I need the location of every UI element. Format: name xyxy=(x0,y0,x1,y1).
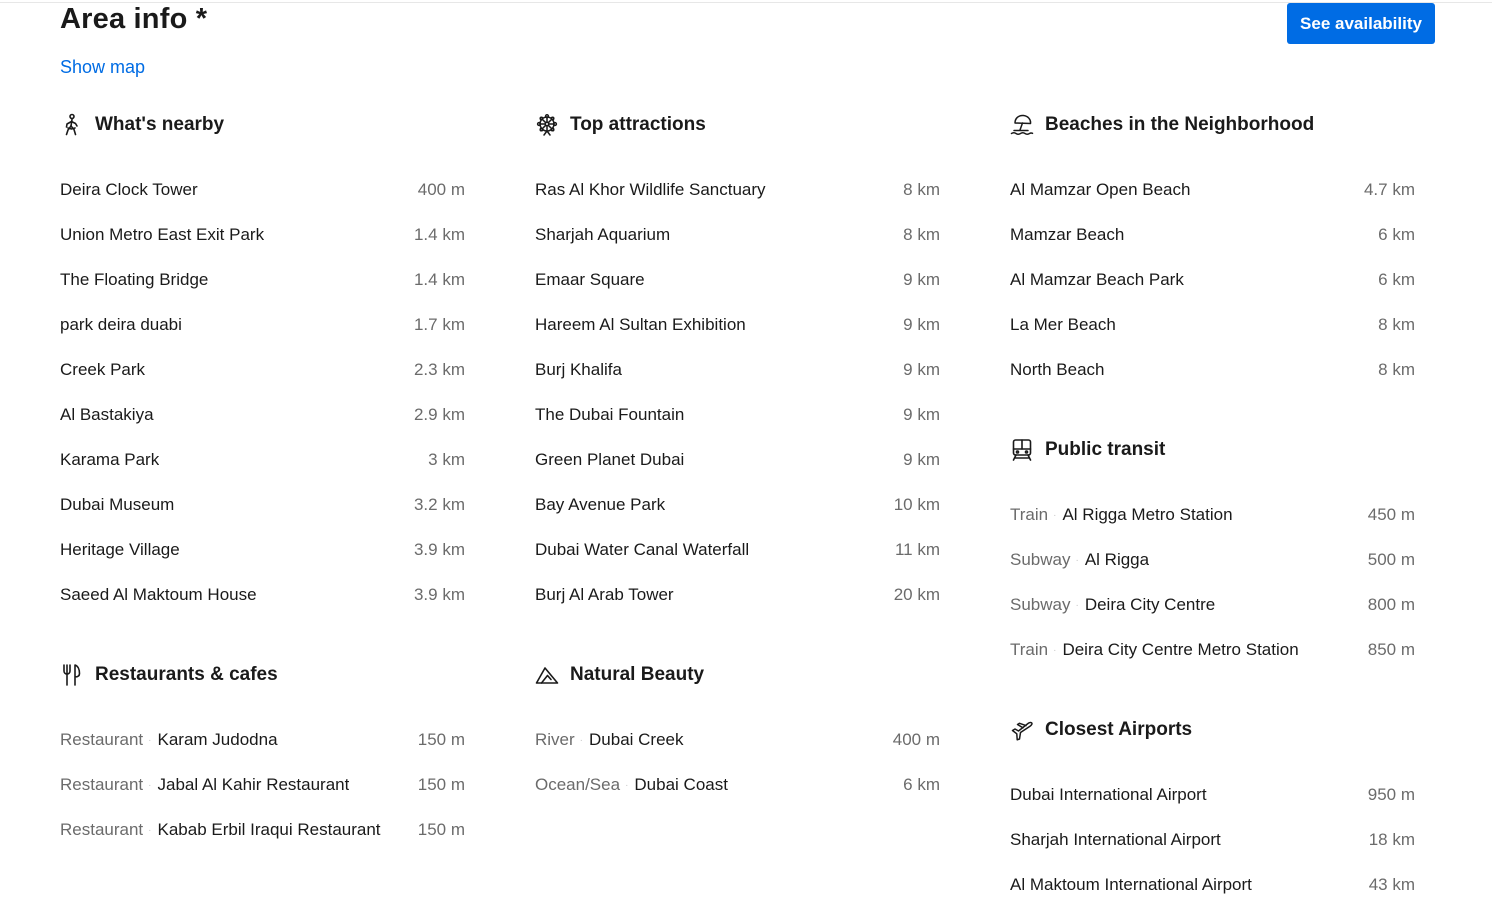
item-distance: 9 km xyxy=(903,449,940,469)
item-name: Creek Park xyxy=(60,359,146,379)
item-name: Kabab Erbil Iraqui Restaurant xyxy=(157,819,381,839)
section-title: What's nearby xyxy=(95,114,225,135)
item-name: Al Bastakiya xyxy=(60,404,154,424)
item-name: Dubai Museum xyxy=(60,494,175,514)
list-item xyxy=(535,167,940,212)
item-label xyxy=(1010,550,1149,570)
item-distance: 850 m xyxy=(1367,639,1415,659)
list-item xyxy=(1010,862,1415,907)
section-top-attractions xyxy=(535,110,940,617)
list-item xyxy=(1010,347,1415,392)
item-category: Restaurant xyxy=(60,774,144,794)
item-name: Al Rigga xyxy=(1084,549,1150,569)
list-item xyxy=(535,762,940,807)
item-distance: 150 m xyxy=(417,729,465,749)
list-item xyxy=(60,212,465,257)
item-distance: 18 km xyxy=(1368,829,1415,849)
mountain-icon xyxy=(535,663,559,687)
item-label xyxy=(535,775,728,795)
separator-dot-icon: · xyxy=(579,734,584,746)
item-distance: 9 km xyxy=(903,359,940,379)
list-item xyxy=(1010,817,1415,862)
item-label xyxy=(1010,875,1252,895)
item-name: Saeed Al Maktoum House xyxy=(60,584,257,604)
item-label xyxy=(1010,640,1299,660)
item-distance: 1.7 km xyxy=(413,314,465,334)
item-distance: 11 km xyxy=(894,539,940,559)
section-header xyxy=(1010,435,1415,465)
item-category: Train xyxy=(1010,639,1049,659)
item-label xyxy=(60,360,145,380)
restaurants-list xyxy=(60,717,465,852)
item-label xyxy=(535,270,645,290)
item-distance: 9 km xyxy=(903,314,940,334)
item-label xyxy=(1010,180,1190,200)
item-name: Heritage Village xyxy=(60,539,180,559)
beaches-list xyxy=(1010,167,1415,392)
item-distance: 8 km xyxy=(903,224,940,244)
train-icon xyxy=(1010,438,1034,462)
item-name: Deira Clock Tower xyxy=(60,179,198,199)
item-name: Ras Al Khor Wildlife Sanctuary xyxy=(535,179,766,199)
item-distance: 9 km xyxy=(903,404,940,424)
list-item xyxy=(535,527,940,572)
item-label xyxy=(535,360,622,380)
item-distance: 2.3 km xyxy=(413,359,465,379)
list-item xyxy=(535,347,940,392)
item-category: Subway xyxy=(1010,549,1071,569)
list-item xyxy=(1010,627,1415,672)
item-distance: 20 km xyxy=(893,584,940,604)
list-item xyxy=(1010,537,1415,582)
item-name: Dubai Water Canal Waterfall xyxy=(535,539,750,559)
item-distance: 8 km xyxy=(1378,359,1415,379)
section-whats-nearby xyxy=(60,110,465,617)
list-item xyxy=(60,302,465,347)
item-name: Dubai Coast xyxy=(634,774,728,794)
list-item xyxy=(1010,492,1415,537)
item-distance: 3.9 km xyxy=(413,584,465,604)
item-distance: 3 km xyxy=(428,449,465,469)
item-distance: 500 m xyxy=(1367,549,1415,569)
item-name: Dubai Creek xyxy=(589,729,684,749)
item-label xyxy=(1010,315,1116,335)
item-label xyxy=(535,405,684,425)
separator-dot-icon: · xyxy=(1075,599,1079,611)
item-label xyxy=(535,315,746,335)
section-natural-beauty xyxy=(535,660,940,807)
item-label xyxy=(1010,830,1221,850)
item-label xyxy=(60,495,174,515)
section-beaches xyxy=(1010,110,1415,392)
list-item xyxy=(535,302,940,347)
item-name: Al Rigga Metro Station xyxy=(1062,504,1233,524)
section-title: Public transit xyxy=(1045,439,1166,460)
item-label xyxy=(535,450,684,470)
item-distance: 8 km xyxy=(1378,314,1415,334)
item-label xyxy=(60,225,264,245)
item-distance: 8 km xyxy=(903,179,940,199)
item-category: Ocean/Sea xyxy=(535,774,621,794)
list-item xyxy=(535,392,940,437)
list-item xyxy=(1010,257,1415,302)
person-walking-icon xyxy=(60,113,84,137)
item-name: Mamzar Beach xyxy=(1010,224,1125,244)
item-label xyxy=(1010,360,1105,380)
item-label xyxy=(1010,785,1207,805)
item-label xyxy=(60,180,198,200)
item-label xyxy=(535,585,674,605)
item-distance: 1.4 km xyxy=(413,224,465,244)
item-distance: 6 km xyxy=(903,774,940,794)
attractions-list xyxy=(535,167,940,617)
list-item xyxy=(1010,167,1415,212)
list-item xyxy=(535,717,940,762)
item-category: Restaurant xyxy=(60,729,144,749)
nature-list xyxy=(535,717,940,807)
item-label xyxy=(1010,505,1233,525)
see-availability-button[interactable]: See availability xyxy=(1287,3,1435,44)
item-name: Jabal Al Kahir Restaurant xyxy=(157,774,350,794)
section-header xyxy=(60,110,465,140)
separator-dot-icon: · xyxy=(1075,554,1079,566)
item-name: The Dubai Fountain xyxy=(535,404,685,424)
item-label xyxy=(535,540,749,560)
list-item xyxy=(535,212,940,257)
section-title: Natural Beauty xyxy=(570,664,705,685)
fork-knife-icon xyxy=(60,663,84,687)
item-distance: 150 m xyxy=(417,819,465,839)
separator-dot-icon: · xyxy=(1053,644,1057,656)
item-label xyxy=(60,730,278,750)
item-label xyxy=(1010,225,1124,245)
item-name: The Floating Bridge xyxy=(60,269,209,289)
list-item xyxy=(60,167,465,212)
list-item xyxy=(535,572,940,617)
item-distance: 800 m xyxy=(1367,594,1415,614)
separator-dot-icon: · xyxy=(148,779,152,791)
item-name: La Mer Beach xyxy=(1010,314,1116,334)
list-item xyxy=(60,347,465,392)
item-label xyxy=(535,495,665,515)
item-label xyxy=(60,405,154,425)
item-name: Sharjah Aquarium xyxy=(535,224,671,244)
item-label xyxy=(60,775,349,795)
item-name: Al Mamzar Open Beach xyxy=(1010,179,1191,199)
item-name: Al Maktoum International Airport xyxy=(1010,874,1252,894)
item-name: Hareem Al Sultan Exhibition xyxy=(535,314,746,334)
item-label xyxy=(60,585,257,605)
item-distance: 950 m xyxy=(1367,784,1415,804)
item-label xyxy=(1010,270,1184,290)
top-divider xyxy=(0,2,1492,3)
airports-list xyxy=(1010,772,1415,907)
list-item xyxy=(60,392,465,437)
item-distance: 6 km xyxy=(1378,224,1415,244)
section-restaurants-cafes xyxy=(60,660,465,852)
section-title: Restaurants & cafes xyxy=(95,664,278,685)
item-name: North Beach xyxy=(1010,359,1105,379)
item-label xyxy=(60,820,381,840)
separator-dot-icon: · xyxy=(148,824,152,836)
item-category: River xyxy=(535,729,575,749)
item-name: park deira duabi xyxy=(60,314,182,334)
item-category: Restaurant xyxy=(60,819,144,839)
section-closest-airports xyxy=(1010,715,1415,907)
item-name: Burj Khalifa xyxy=(535,359,622,379)
item-name: Karama Park xyxy=(60,449,160,469)
list-item xyxy=(60,437,465,482)
list-item xyxy=(60,807,465,852)
item-name: Dubai International Airport xyxy=(1010,784,1207,804)
item-distance: 3.9 km xyxy=(413,539,465,559)
item-name: Green Planet Dubai xyxy=(535,449,685,469)
item-distance: 2.9 km xyxy=(413,404,465,424)
separator-dot-icon: · xyxy=(148,734,152,746)
section-title: Top attractions xyxy=(570,114,706,135)
list-item xyxy=(1010,582,1415,627)
item-name: Emaar Square xyxy=(535,269,645,289)
section-header xyxy=(535,110,940,140)
item-distance: 3.2 km xyxy=(413,494,465,514)
item-distance: 450 m xyxy=(1367,504,1415,524)
item-distance: 43 km xyxy=(1368,874,1415,894)
item-label xyxy=(60,315,182,335)
item-name: Union Metro East Exit Park xyxy=(60,224,265,244)
section-header xyxy=(60,660,465,690)
list-item xyxy=(1010,212,1415,257)
item-name: Karam Judodna xyxy=(157,729,278,749)
item-label xyxy=(60,450,159,470)
item-label xyxy=(60,270,208,290)
item-name: Deira City Centre Metro Station xyxy=(1062,639,1299,659)
list-item xyxy=(60,717,465,762)
item-name: Sharjah International Airport xyxy=(1010,829,1221,849)
section-public-transit xyxy=(1010,435,1415,672)
list-item xyxy=(60,482,465,527)
item-distance: 4.7 km xyxy=(1363,179,1415,199)
list-item xyxy=(60,572,465,617)
list-item xyxy=(535,257,940,302)
list-item xyxy=(535,437,940,482)
item-distance: 9 km xyxy=(903,269,940,289)
item-label xyxy=(60,540,180,560)
item-category: Subway xyxy=(1010,594,1071,614)
show-map-link[interactable]: Show map xyxy=(60,57,146,77)
separator-dot-icon: · xyxy=(1053,509,1057,521)
transit-list xyxy=(1010,492,1415,672)
list-item xyxy=(535,482,940,527)
item-distance: 400 m xyxy=(417,179,465,199)
nearby-list xyxy=(60,167,465,617)
section-title: Closest Airports xyxy=(1045,719,1193,740)
page-title: Area info * xyxy=(60,3,208,35)
section-header xyxy=(535,660,940,690)
item-distance: 400 m xyxy=(892,729,940,749)
item-name: Bay Avenue Park xyxy=(535,494,666,514)
separator-dot-icon: · xyxy=(625,779,629,791)
item-name: Al Mamzar Beach Park xyxy=(1010,269,1184,289)
section-header xyxy=(1010,715,1415,745)
item-label xyxy=(535,180,766,200)
item-label xyxy=(1010,595,1215,615)
item-distance: 1.4 km xyxy=(413,269,465,289)
item-distance: 6 km xyxy=(1378,269,1415,289)
list-item xyxy=(1010,302,1415,347)
airplane-icon xyxy=(1010,718,1034,742)
section-title: Beaches in the Neighborhood xyxy=(1045,114,1315,135)
item-label xyxy=(535,225,670,245)
ferris-wheel-icon xyxy=(535,113,559,137)
item-distance: 150 m xyxy=(417,774,465,794)
list-item xyxy=(60,762,465,807)
item-distance: 10 km xyxy=(893,494,940,514)
item-name: Deira City Centre xyxy=(1084,594,1216,614)
beach-umbrella-icon xyxy=(1010,113,1034,137)
item-name: Burj Al Arab Tower xyxy=(535,584,674,604)
item-category: Train xyxy=(1010,504,1049,524)
list-item xyxy=(60,527,465,572)
list-item xyxy=(60,257,465,302)
section-header xyxy=(1010,110,1415,140)
list-item xyxy=(1010,772,1415,817)
item-label xyxy=(535,730,684,750)
